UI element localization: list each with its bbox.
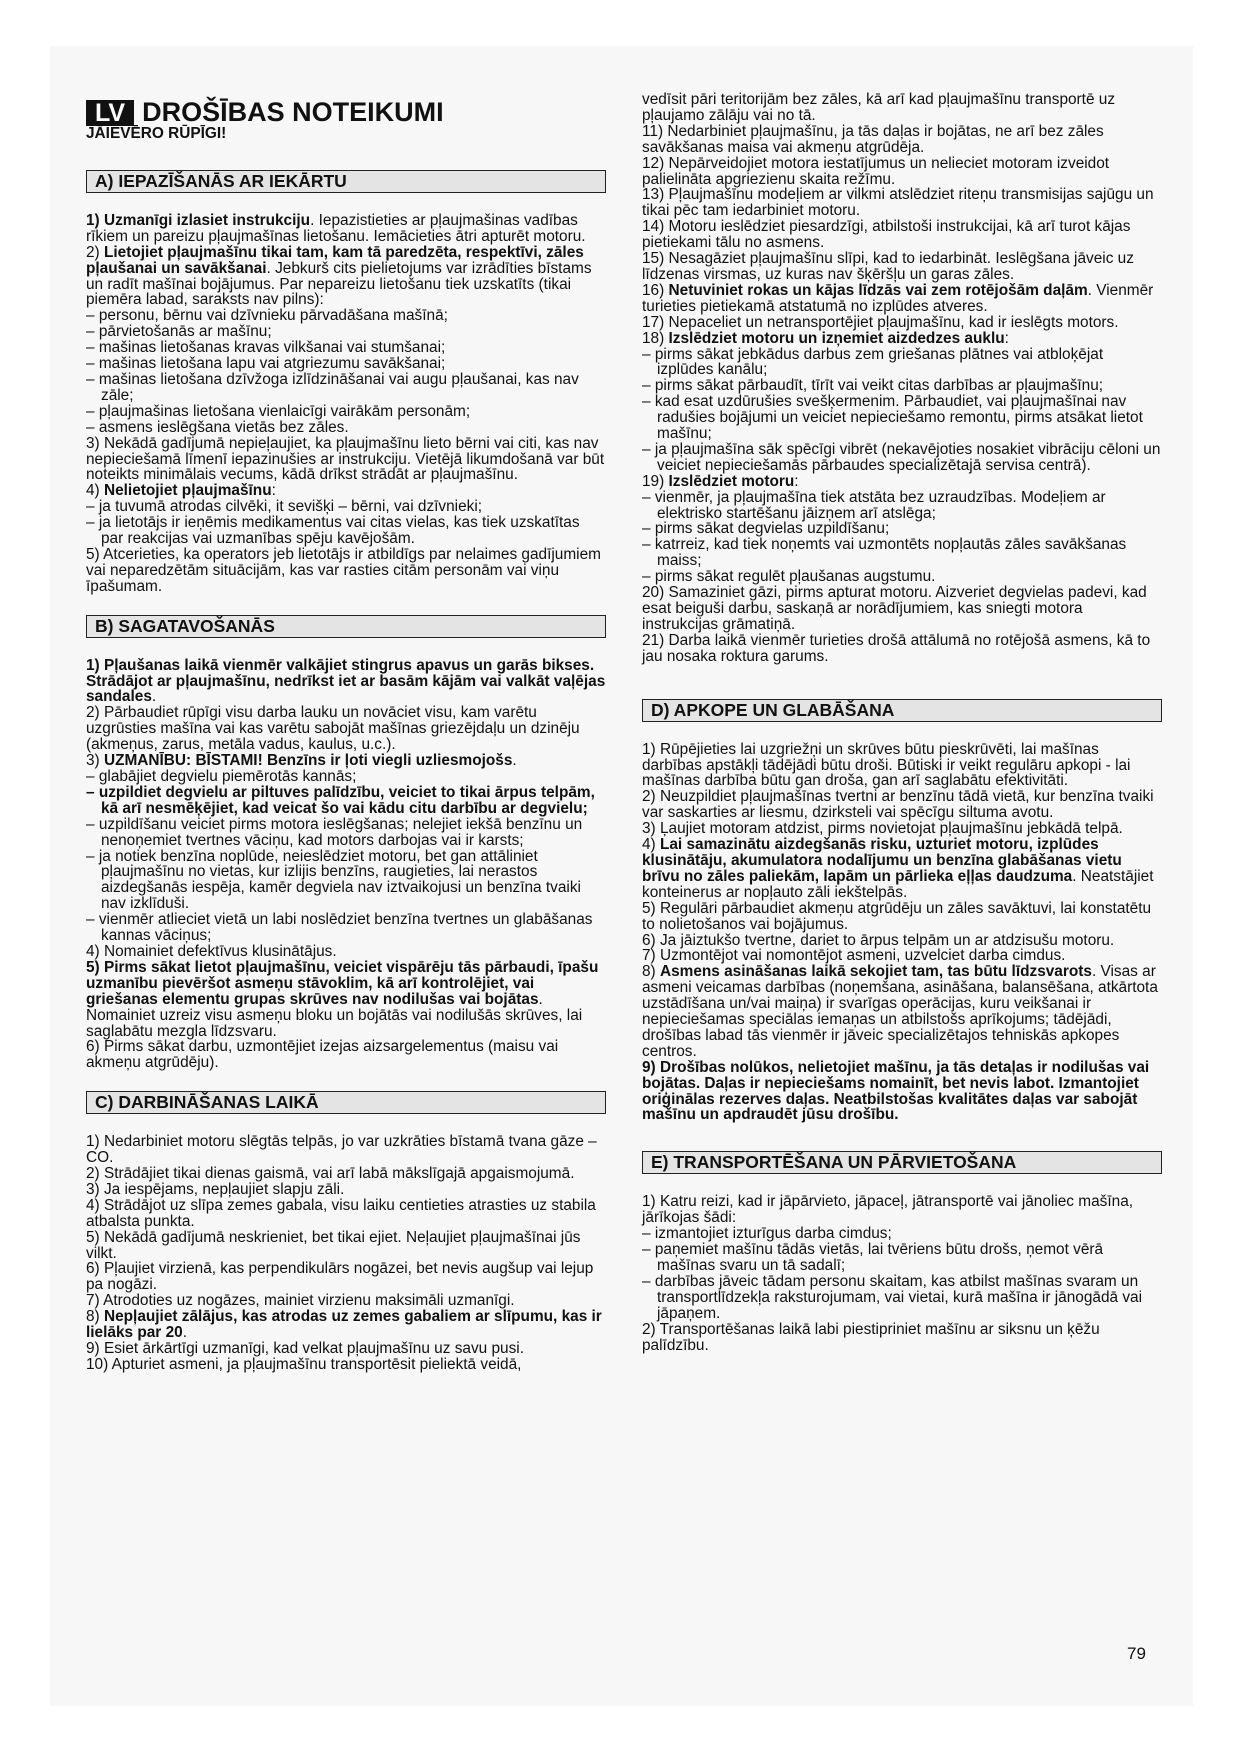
section-d-p9: 9) Drošības nolūkos, nelietojiet mašīnu, ja tās detaļas ir nodilušas vai bojātas. Daļas ir nepieciešams nomainīt, bet nevis labot. Izmantojiet oriģinālas rezerves daļas. Neatbilstošas kvalitātes daļas var sabojāt mašīnu un apdraudēt jūsu drošību. <box>642 1058 1150 1124</box>
section-c-item: 11) Nedarbiniet pļaujmašīnu, ja tās daļas ir bojātas, ne arī bez zāles savākšanas maisa vai akmeņu atgrūdēja. <box>642 122 1104 156</box>
left-column <box>86 98 606 1373</box>
section-d-p3: 3) Ļaujiet motoram atdzist, pirms novietojat pļaujmašīnu jebkādā telpā. <box>642 820 1123 838</box>
list-item: – pļaujmašinas lietošana vienlaicīgi vairākām personām; <box>86 402 471 420</box>
section-a-p2: 2) Lietojiet pļaujmašīnu tikai tam, kam tā paredzēta, respektīvi, zāles pļaušanai un savākšanai. Jebkurš cits pielietojums var izrādīties bīstams un radīt mašīnai bojājumus. Par nepareizu lietošanu tiek uzskatīts (tikai piemēra labad, saraksts nav pilns): <box>86 243 592 309</box>
section-d-p4: 4) Lai samazinātu aizdegšanās risku, uzturiet motoru, izplūdes klusinātāju, akumulatora nodalījumu un benzīna glabāšanas vietu brīvu no zāles paliekām, lapām un pārlieka eļļas daudzuma. Neatstājiet konteinerus ar nopļauto zāli iekštelpās. <box>642 836 1154 901</box>
section-b-p6: 6) Pirms sākat darbu, uzmontējiet izejas aizsargelementus (maisu vai akmeņu atgrūdēju). <box>86 1038 559 1072</box>
section-b-p4: 4) Nomainiet defektīvus klusinātājus. <box>86 942 337 960</box>
page-title <box>86 98 606 126</box>
section-c-item: 3) Ja iespējams, nepļaujiet slapju zāli. <box>86 1180 345 1198</box>
list-item: – ja tuvumā atrodas cilvēki, it sevišķi – bērni, vai dzīvnieki; <box>86 498 483 516</box>
section-b-heading: B) SAGATAVOŠANĀS <box>86 615 606 638</box>
list-item: – vienmēr, ja pļaujmašīna tiek atstāta bez uzraudzības. Modeļiem ar elektrisko startēšanu jāizņem arī atslēga; <box>642 488 1106 522</box>
section-c-p19: 19) Izslēdziet motoru: <box>642 472 799 490</box>
section-a-p5: 5) Atcerieties, ka operators jeb lietotājs ir atbildīgs par nelaimes gadījumiem vai neparedzētām situācijām, kas var rasties citām personām vai viņu īpašumam. <box>86 545 601 595</box>
section-a-p1: 1) Uzmanīgi izlasiet instrukciju. Iepazistieties ar pļaujmašinas vadības rīkiem un pareizu pļaujmašīnas lietošanu. Iemācieties ātri apturēt motoru. <box>86 211 586 245</box>
list-item: – pirms sākat pārbaudīt, tīrīt vai veikt citas darbības ar pļaujmašīnu; <box>642 377 1104 395</box>
section-a-heading: A) IEPAZĪŠANĀS AR IEKĀRTU <box>86 170 606 193</box>
language-badge: LV <box>86 100 134 126</box>
list-item: – asmens ieslēgšana vietās bez zāles. <box>86 418 349 436</box>
section-c-item: 4) Strādājot uz slīpa zemes gabala, visu laiku centieties atrasties uz stabila atbalsta punkta. <box>86 1196 596 1230</box>
section-c-item: 2) Strādājiet tikai dienas gaismā, vai arī labā mākslīgajā apgaismojumā. <box>86 1165 575 1183</box>
list-item: – pirms sākat regulēt pļaušanas augstumu. <box>642 568 936 586</box>
title-text: DROŠĪBAS NOTEIKUMI <box>142 97 444 127</box>
section-e-p2: 2) Transportēšanas laikā labi piestipriniet mašīnu ar siksnu un ķēžu palīdzību. <box>642 1320 1100 1354</box>
section-c-p17: 17) Nepaceliet un netransportējiet pļaujmašīnu, kad ir ieslēgts motors. <box>642 313 1119 331</box>
section-c-p8: 8) Nepļaujiet zālājus, kas atrodas uz zemes gabaliem ar slīpumu, kas ir lielāks par 20. <box>86 1308 602 1342</box>
list-item: – ja notiek benzīna noplūde, neieslēdziet motoru, bet gan attāliniet pļaujmašīnu no vietas, kur izlijis benzīns, raugieties, lai nerastos aizdegšanās iespēja, kamēr degviela nav iztvaikojusi un benzīna tvaiki nav izklīduši. <box>86 847 581 913</box>
list-item: – personu, bērnu vai dzīvnieku pārvadāšana mašīnā; <box>86 307 448 325</box>
list-item: – uzpildiet degvielu ar piltuves palīdzību, veiciet to tikai ārpus telpām, kā arī nesmēķējiet, kad veicat šo vai kādu citu darbību ar degvielu; <box>86 783 595 817</box>
list-item: – ja pļaujmašīna sāk spēcīgi vibrēt (nekavējoties nosakiet vibrāciju cēloni un veiciet nepieciešamās pārbaudes specializētajā servisa centrā). <box>642 440 1161 474</box>
section-d-p1: 1) Rūpējieties lai uzgriežņi un skrūves būtu pieskrūvēti, lai mašīnas darbības apstākļi tādējādi būtu droši. Būtiski ir veikt regulāru apkopi - lai mašīnas darbība būtu gan droša, gan arī saglabātu efektivitāti. <box>642 740 1131 790</box>
section-a-p3: 3) Nekādā gadījumā nepieļaujiet, ka pļaujmašīnu lieto bērni vai citi, kas nav nepieciešamā līmenī iepazinušies ar instrukciju. Vietējā likumdošanā var būt noteikts minimālais vecums, kādā drīkst strādāt ar pļaujmašīnu. <box>86 434 605 484</box>
section-b-p1: 1) Pļaušanas laikā vienmēr valkājiet stingrus apavus un garās bikses. Strādājot ar pļaujmašīnu, nedrīkst iet ar basām kājām vai valkāt vaļējas sandales. <box>86 656 606 706</box>
section-c-item: 5) Nekādā gadījumā neskrieniet, bet tikai ejiet. Neļaujiet pļaujmašīnai jūs vilkt. <box>86 1228 581 1262</box>
section-c-heading: C) DARBINĀŠANAS LAIKĀ <box>86 1091 606 1114</box>
section-d-p8: 8) Asmens asināšanas laikā sekojiet tam, tas būtu līdzsvarots. Visas ar asmeni veicamas darbības (noņemšana, asināšana, balansēšana, atkārtota uzstādīšana un/vai maiņa) ir svarīgas operācijas, kuru veikšanai ir nepieciešamas speciālas iemaņas un atbilstošs aprīkojums; tādējādi, drošības labad tās vienmēr ir jāveic specializētajos tehniskās apkopes centros. <box>642 963 1158 1060</box>
list-item: – pārvietošanās ar mašīnu; <box>86 323 272 341</box>
section-c-p21: 21) Darba laikā vienmēr turieties drošā attālumā no rotējošā asmens, kā to jau nosaka roktura garums. <box>642 631 1151 665</box>
section-b-p5: 5) Pirms sākat lietot pļaujmašīnu, veiciet vispārēju tās pārbaudi, īpašu uzmanību pievēršot asmeņu stāvoklim, kā arī kontrolējiet, vai griešanas elementu grupas skrūves nav nodilušas vai bojātas. Nomainiet uzreiz visu asmeņu bloku un bojātās vai nodilušās skrūves, lai saglabātu mezgla līdzsvaru. <box>86 958 599 1040</box>
section-c-item: 14) Motoru ieslēdziet piesardzīgi, atbilstoši instrukcijai, kā arī turot kājas pietiekami tālu no asmens. <box>642 218 1131 252</box>
list-item: – vienmēr atlieciet vietā un labi noslēdziet benzīna tvertnes un glabāšanas kannas vāciņus; <box>86 911 593 945</box>
section-c-p20: 20) Samaziniet gāzi, pirms apturat motoru. Aizveriet degvielas padevi, kad esat beiguši darbu, saskaņā ar norādījumiem, kas sniegti motora instrukcijas grāmatiņā. <box>642 584 1147 633</box>
list-item: – ja lietotājs ir ieņēmis medikamentus vai citas vielas, kas tiek uzskatītas par reakcijas vai uzmanības spēju kavējošām. <box>86 514 580 548</box>
section-c-item: 12) Nepārveidojiet motora iestatījumus un nelieciet motoram izveidot palielināta apgriezienu skaita režīmu. <box>642 154 1110 188</box>
list-item: – paņemiet mašīnu tādās vietās, lai tvēriens būtu drošs, ņemot vērā mašīnas svaru un tā sadalī; <box>642 1241 1104 1274</box>
list-item: – uzpildīšanu veiciet pirms motora ieslēgšanas; nelejiet iekšā benzīnu un nenoņemiet tvertnes vāciņu, kad motors darbojas vai ir karsts; <box>86 815 583 849</box>
section-e-heading: E) TRANSPORTĒŠANA UN PĀRVIETOŠANA <box>642 1151 1162 1174</box>
section-c-item: 6) Pļaujiet virzienā, kas perpendikulārs nogāzei, bet nevis augšup vai lejup pa nogāzi. <box>86 1260 594 1294</box>
section-c-item: 1) Nedarbiniet motoru slēgtās telpās, jo var uzkrāties bīstamā tvana gāze – CO. <box>86 1133 597 1167</box>
list-item: – pirms sākat degvielas uzpildīšanu; <box>642 520 890 538</box>
right-column <box>642 92 1162 1353</box>
list-item: – kad esat uzdūrušies svešķermenim. Pārbaudiet, vai pļaujmašīnai nav radušies bojājumi un veiciet nepieciešamo remontu, pirms atsākat lietot mašīnu; <box>642 393 1143 443</box>
list-item: – mašinas lietošana lapu vai atgriezumu savākšanai; <box>86 355 446 373</box>
section-c-item: 10) Apturiet asmeni, ja pļaujmašīnu transportēsit pieliektā veidā, <box>86 1355 522 1373</box>
section-c-item: 9) Esiet ārkārtīgi uzmanīgi, kad velkat pļaujmašīnu uz savu pusi. <box>86 1340 524 1357</box>
section-d-p7: 7) Uzmontējot vai nomontējot asmeni, uzvelciet darba cimdus. <box>642 947 1066 965</box>
section-d-p5: 5) Regulāri pārbaudiet akmeņu atgrūdēju un zāles savāktuvi, lai konstatētu to nolietošanos vai bojājumus. <box>642 899 1152 933</box>
list-item: – pirms sākat jebkādus darbus zem griešanas plātnes vai atbloķējat izplūdes kanālu; <box>642 345 1104 379</box>
section-d-p6: 6) Ja jāiztukšo tvertne, dariet to ārpus telpām un ar atdzisušu motoru. <box>642 931 1115 949</box>
list-item: – darbības jāveic tādam personu skaitam, kas atbilst mašīnas svaram un transportlīdzekļa raksturojumam, vai vietai, kurā mašīna ir jānogādā vai jāpaņem. <box>642 1272 1143 1322</box>
list-item: – katrreiz, kad tiek noņemts vai uzmontēts nopļautās zāles savākšanas maiss; <box>642 536 1127 570</box>
section-c-item: 7) Atrodoties uz nogāzes, mainiet virzienu maksimāli uzmanīgi. <box>86 1292 515 1310</box>
section-a-p4: 4) Nelietojiet pļaujmašīnu: <box>86 482 276 500</box>
section-c-p16: 16) Netuviniet rokas un kājas līdzās vai zem rotējošām daļām. Vienmēr turieties pietiekamā atstatumā no izplūdes atveres. <box>642 281 1154 315</box>
list-item: – mašinas lietošana dzīvžoga izlīdzināšanai vai augu pļaušanai, kas nav zāle; <box>86 370 579 404</box>
section-d-heading: D) APKOPE UN GLABĀŠANA <box>642 699 1162 722</box>
section-b-p3: 3) UZMANĪBU: BĪSTAMI! Benzīns ir ļoti viegli uzliesmojošs. <box>86 752 517 770</box>
list-item: – izmantojiet izturīgus darba cimdus; <box>642 1225 892 1243</box>
page-subtitle: JĀIEVĒRO RŪPĪGI! <box>86 125 227 142</box>
section-c-item-continued: vedīsit pāri teritorijām bez zāles, kā arī kad pļaujmašīnu transportē uz pļaujamo zālāju vai no tā. <box>642 91 1116 124</box>
section-e-p1: 1) Katru reizi, kad ir jāpārvieto, jāpaceļ, jātransportē vai jānoliec mašīna, jārīkojas šādi: <box>642 1193 1134 1227</box>
section-b-p2: 2) Pārbaudiet rūpīgi visu darba lauku un novāciet visu, kam varētu uzgrūsties mašīna vai kas varētu sabojāt mašīnas griezējdaļu un dzinēju (akmeņus, zarus, metāla vadus, kaulus, u.c.). <box>86 704 580 754</box>
section-c-item: 15) Nesagāziet pļaujmašīnu slīpi, kad to iedarbināt. Ieslēgšana jāveic uz līdzenas virsmas, uz kuras nav šķēršļu un garas zāles. <box>642 250 1134 283</box>
section-d-p2: 2) Neuzpildiet pļaujmašīnas tvertni ar benzīnu tādā vietā, kur benzīna tvaiki var saskarties ar liesmu, dzirksteli vai spēcīgu siltuma avotu. <box>642 788 1154 822</box>
page-number: 79 <box>1127 1644 1146 1663</box>
section-c-item: 13) Pļaujmašīnu modeļiem ar vilkmi atslēdziet riteņu transmisijas sajūgu un tikai pēc tam iedarbiniet motoru. <box>642 186 1154 220</box>
list-item: – glabājiet degvielu piemērotās kannās; <box>86 768 357 785</box>
section-c-p18: 18) Izslēdziet motoru un izņemiet aizdedzes auklu: <box>642 329 1009 347</box>
list-item: – mašinas lietošanas kravas vilkšanai vai stumšanai; <box>86 339 446 357</box>
